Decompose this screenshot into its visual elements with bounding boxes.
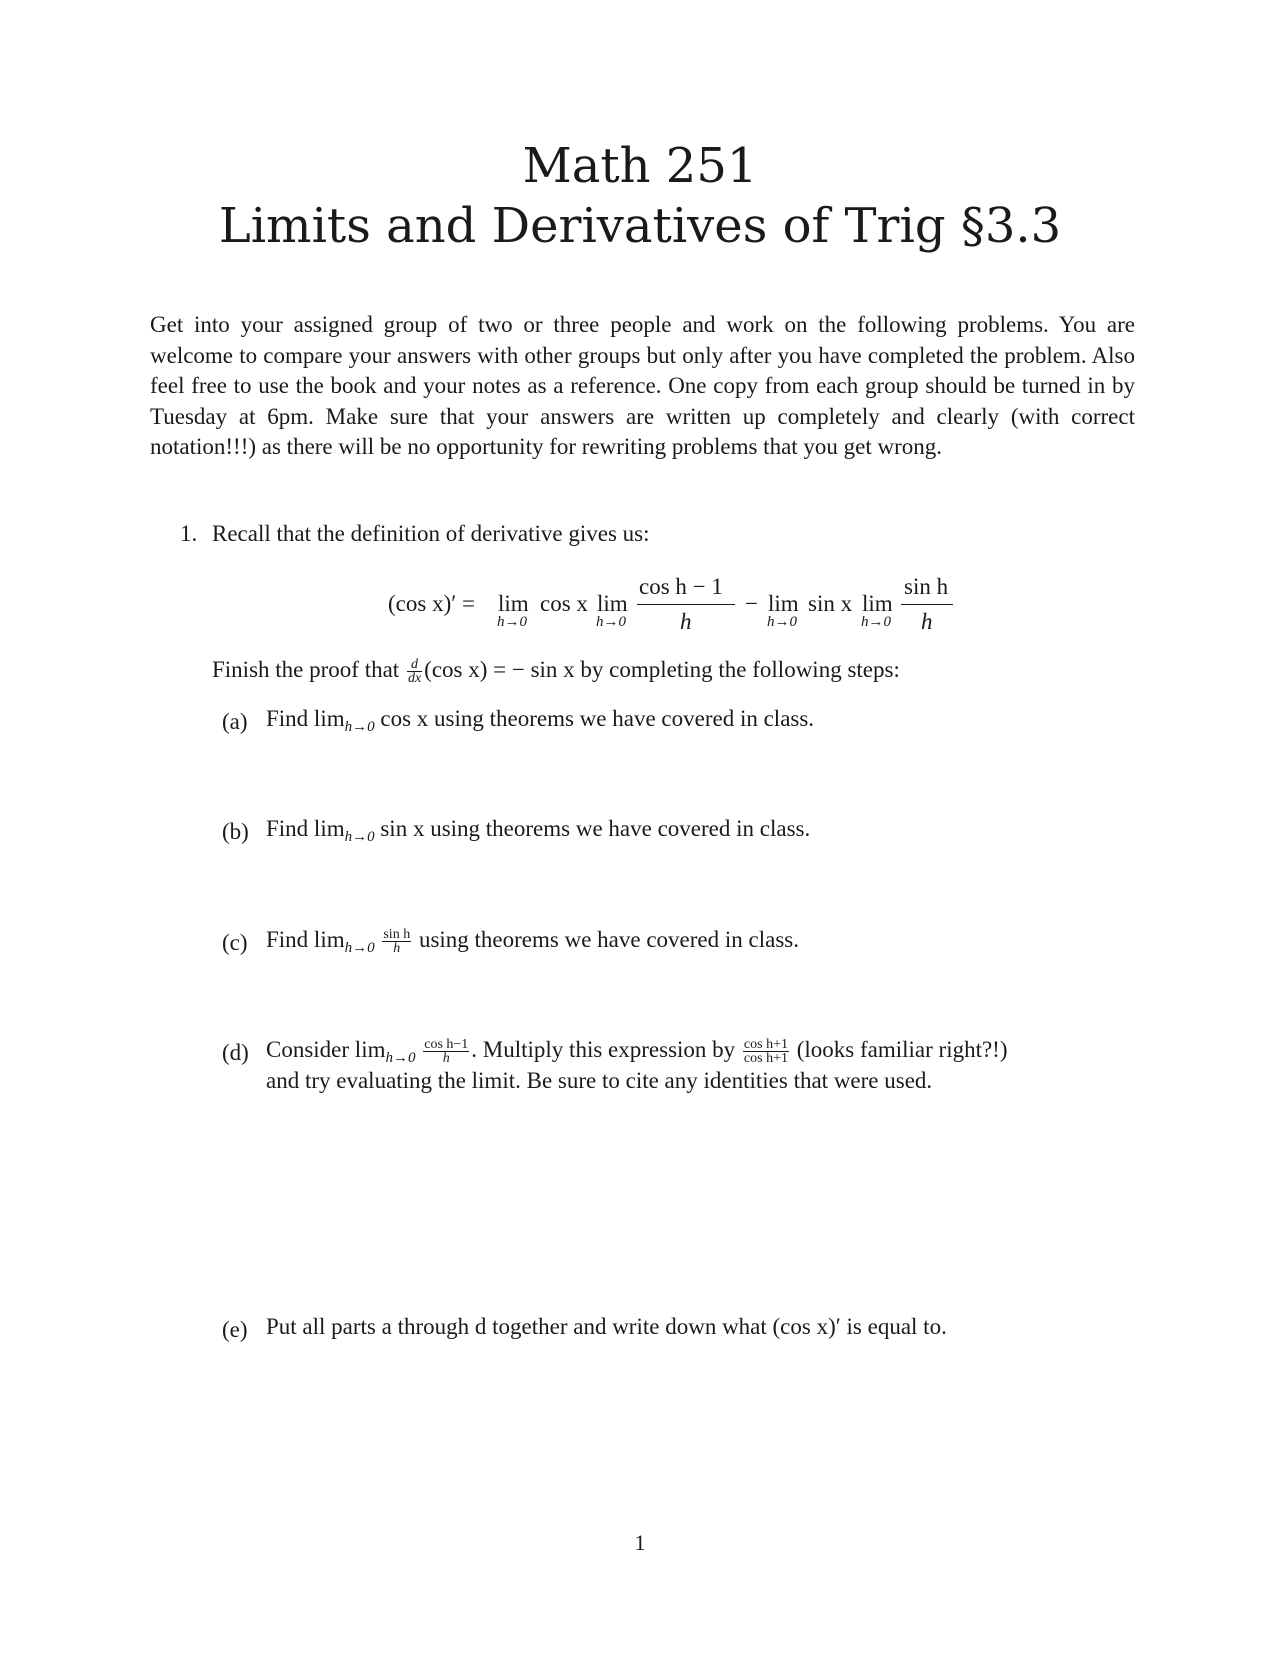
equation-lim-2: lim <box>597 591 628 616</box>
part-d-text: Consider $\lim_{h\to 0}$ $\frac{\text{cos h−1}}{h}$ . Multiply this expression by $\frac{\text{cos h+1}}{\text{cos h+1}}$ (looks familiar right?!) <box>266 1037 1008 1067</box>
part-c-text: Find $\lim_{h\to 0}$ $\frac{\text{sin h}}{h}$ using theorems we have covered in class. <box>266 927 799 957</box>
part-a-label: (a) <box>222 709 248 734</box>
part-d-fraction-1: $\frac{\text{cos h−1}}{h}$ <box>424 1037 469 1067</box>
finish-proof-line <box>212 658 900 685</box>
part-c-label: (c) <box>222 930 248 955</box>
finish-expression: (cos x) = − sin x <box>424 657 575 682</box>
equation-lhs: (cos x)′ = <box>388 591 475 616</box>
d-dx-fraction: $\frac{d}{dx}$ <box>407 657 422 687</box>
equation-minus: − <box>745 591 758 616</box>
equation-lim-3: lim <box>768 591 799 616</box>
equation-frac1-denominator: h <box>680 609 692 634</box>
equation-frac2-bar <box>901 604 953 605</box>
part-e-label: (e) <box>222 1317 248 1342</box>
equation-lim-1: lim <box>498 591 529 616</box>
part-d-fraction-2: $\frac{\text{cos h+1}}{\text{cos h+1}}$ <box>743 1037 788 1067</box>
part-c-fraction: $\frac{\text{sin h}}{h}$ <box>383 927 411 957</box>
page-number: 1 <box>634 1530 646 1555</box>
equation-lim-2-sub: h→0 <box>596 614 626 630</box>
equation-frac2-numerator: sin h <box>904 574 949 599</box>
equation-cos-x: cos x <box>540 591 588 616</box>
finish-pre: Finish the proof that <box>212 657 400 682</box>
equation-frac2-denominator: h <box>921 609 933 634</box>
part-d-text-line2: and try evaluating the limit. Be sure to cite any identities that were used. <box>266 1068 933 1093</box>
part-a-text: Find $\lim_{h\to 0} \cos x$ using theorems we have covered in class. <box>266 706 815 735</box>
equation-lim-4: lim <box>862 591 893 616</box>
problem-lead: Recall that the definition of derivative gives us: <box>212 521 650 546</box>
finish-post: by completing the following steps: <box>580 657 900 682</box>
equation-frac1-bar <box>637 604 735 605</box>
equation-lim-4-sub: h→0 <box>861 614 891 630</box>
equation-frac1-numerator: cos h − 1 <box>639 574 723 599</box>
equation-sin-x: sin x <box>808 591 853 616</box>
instructions-paragraph: Get into your assigned group of two or three people and work on the following problems. You are welcome to compare your answers with other groups but only after you have completed the problem. Also feel free to use the book and your notes as a reference. One copy from each group should be turned in by Tuesday at 6pm. Make sure that your answers are written up completely and clearly (with correct notation!!!) as there will be no opportunity for rewriting problems that you get wrong. <box>150 312 1135 459</box>
equation-lim-1-sub: h→0 <box>497 614 527 630</box>
part-b-text: Find $\lim_{h\to 0} \sin x$ using theorems we have covered in class. <box>266 816 811 845</box>
part-b-label: (b) <box>222 819 249 844</box>
part-e-text: Put all parts a through d together and write down what (cos x)′ is equal to. <box>266 1314 947 1339</box>
page-title-course: Math 251 <box>522 138 758 194</box>
part-d-label: (d) <box>222 1040 249 1065</box>
page-title-topic: Limits and Derivatives of Trig §3.3 <box>218 198 1062 254</box>
equation-lim-3-sub: h→0 <box>767 614 797 630</box>
problem-number: 1. <box>180 521 198 546</box>
